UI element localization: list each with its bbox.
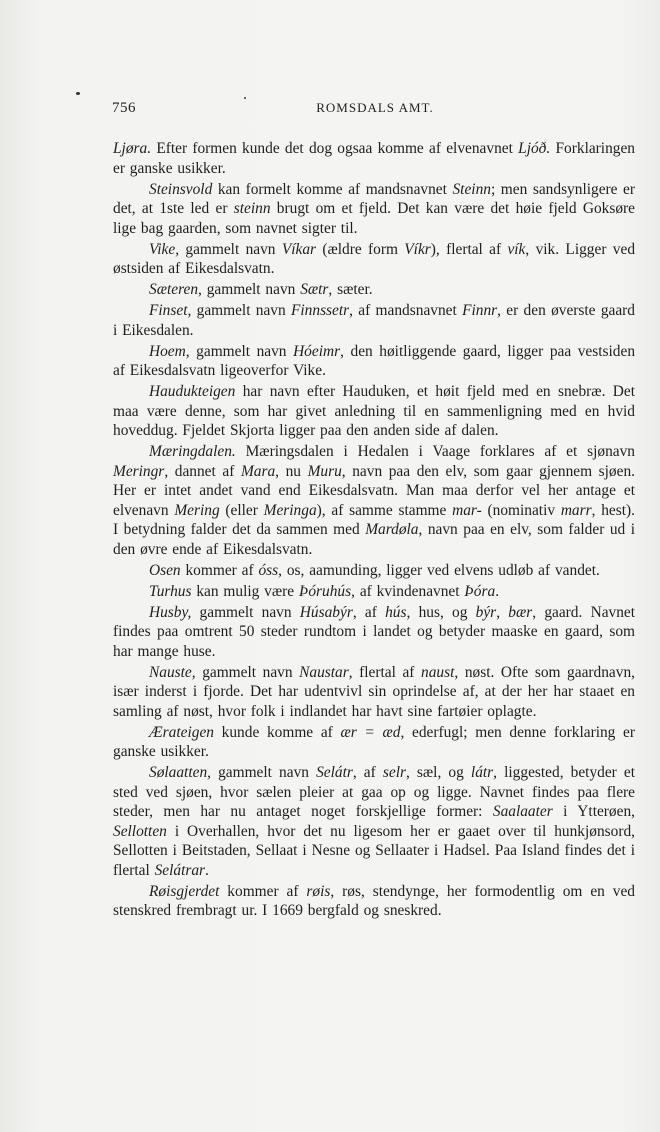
entry-headword: Vike, xyxy=(149,240,180,258)
entry-text: , gaard. Navnet findes paa omtrent 50 steder rundtom i landet og betyder maaske en gaard, som har mange huse. xyxy=(113,603,636,660)
entry-italic-term: Víkar xyxy=(281,240,317,258)
entry-text: gammelt navn xyxy=(201,281,301,298)
entry-headword: Hoem, xyxy=(149,342,190,360)
entry-text: ), flertal af xyxy=(430,240,508,258)
page-number: 756 xyxy=(112,100,136,116)
entry-italic-term: Sellotten xyxy=(113,822,167,840)
entry-text: , hest). I betydning falder det da sammen med xyxy=(113,501,635,538)
entry-text: , af xyxy=(352,603,386,621)
entry-headword: Ljøra. xyxy=(113,140,152,157)
entry-headword: Sæteren, xyxy=(149,281,202,298)
entry-text: gammelt navn xyxy=(195,663,300,681)
entry-text: , os, aamunding, ligger ved elvens udløb af vandet. xyxy=(278,561,600,579)
entry-italic-term: Steinn xyxy=(452,180,491,198)
entry-text: . xyxy=(495,582,500,600)
entry-headword: Finset, xyxy=(149,302,192,319)
entry-italic-term: Þóra xyxy=(464,582,496,600)
entry-italic-term: naust xyxy=(421,663,455,681)
entry-headword: Steinsvold xyxy=(149,180,213,198)
entry-text: kommer af xyxy=(180,561,259,579)
entry-text: gammelt navn xyxy=(191,302,291,319)
entry-text: i Ytterøen, xyxy=(552,803,636,820)
entry-italic-term: Þóruhús xyxy=(298,582,352,600)
entry-italic-term: Muru xyxy=(307,462,342,480)
entry-italic-term: Sætr xyxy=(300,281,329,298)
entry-italic-term: Hóeimr xyxy=(293,342,341,360)
entry-italic-term: bær xyxy=(508,603,533,621)
entry-text: , den høitliggende gaard, ligger paa vestsiden af Eikesdalsvatn ligeoverfor Vike. xyxy=(113,342,636,379)
margin-dot xyxy=(244,97,246,99)
entry-text: har navn efter Hauduken, et høit fjeld med en snebræ. Det maa være denne, som har givet anledning til en sammenligning med en hvid hoveddug. Fjeldet Skjorta ligger paa den anden side af dalen. xyxy=(113,383,635,439)
entry-text: , nøst. Ofte som gaardnavn, især inderst i fjorde. Det har udentvivl sin oprindelse af, at der her har staaet en samling af nøst, hvor folk i indlandet har havt sine fartøier oplagte. xyxy=(113,663,636,720)
entry-text: Forklaringen er ganske usikker. xyxy=(113,140,635,177)
entry-paragraph xyxy=(113,882,635,921)
entry-text: , flertal af xyxy=(348,663,422,681)
entry-text: , røs, stendynge, her formodentlig om en ved stenskred frembragt ur. I 1669 bergfald og sneskred. xyxy=(113,882,635,919)
entry-italic-term: óss xyxy=(258,561,279,579)
entry-paragraph xyxy=(113,442,635,559)
entry-text: gammelt navn xyxy=(189,342,294,360)
entry-paragraph xyxy=(113,180,635,239)
entry-italic-term: røis xyxy=(306,882,331,900)
entry-italic-term: Húsabýr xyxy=(299,603,353,621)
entry-italic-term: ær = æd xyxy=(340,723,401,741)
entry-text: , vik. Ligger ved østsiden af Eikesdalsvatn. xyxy=(113,240,636,277)
entry-text: , xyxy=(496,603,509,621)
entry-headword: Husby, xyxy=(149,603,192,621)
entry-italic-term: Naustar xyxy=(299,663,349,681)
entry-italic-term: Finnssetr xyxy=(291,302,350,319)
entry-text: , sæter. xyxy=(328,281,373,298)
page-body xyxy=(113,139,635,922)
entry-text: gammelt navn xyxy=(179,240,282,258)
entry-text: , af kvindenavnet xyxy=(351,582,465,600)
entry-headword: Røisgjerdet xyxy=(149,882,220,900)
entry-text: kommer af xyxy=(219,882,307,900)
entry-italic-term: hús xyxy=(385,603,407,621)
entry-paragraph xyxy=(113,342,635,381)
entry-paragraph xyxy=(113,382,635,441)
entry-italic-term: Saalaater xyxy=(492,803,553,820)
entry-text: , af xyxy=(352,764,383,781)
entry-text: Mæringsdalen i Hedalen i Vaage forklares af et sjønavn xyxy=(235,443,635,460)
entry-italic-term: býr xyxy=(475,603,497,621)
entry-text: ), af samme stamme xyxy=(316,501,453,519)
entry-italic-term: Mardøla xyxy=(365,521,419,538)
entry-text: . xyxy=(205,861,209,879)
entry-italic-term: Mering xyxy=(174,501,220,519)
entry-paragraph xyxy=(113,763,635,880)
entry-text: , navn paa en elv, som falder ud i den øvre ende af Eikesdalsvatn. xyxy=(113,521,635,558)
entry-paragraph xyxy=(113,139,635,178)
entry-italic-term: Ljóð. xyxy=(518,140,551,157)
entry-text: , liggested, betyder et sted ved sjøen, hvor sælen pleier at gaa op og ligge. Navnet findes paa flere steder, men har nu antaget noget forskjellige former: xyxy=(113,764,636,820)
entry-paragraph xyxy=(113,723,635,762)
entry-text: brugt om et fjeld. Det kan være det høie fjeld Goksøre lige bag gaarden, som navnet sigter til. xyxy=(113,200,635,237)
entry-text: , navn paa den elv, som gaar gjennem sjøen. Her er intet andet vand end Eikesdalsvatn. Man maa derfor vel her antage et elvenavn xyxy=(113,462,636,519)
entry-paragraph xyxy=(113,280,635,300)
entry-headword: Turhus xyxy=(149,582,192,600)
entry-text: , er den øverste gaard i Eikesdalen. xyxy=(113,302,635,339)
entry-paragraph xyxy=(113,240,635,279)
entry-text: , nu xyxy=(275,462,308,480)
entry-text: (eller xyxy=(219,501,264,519)
entry-italic-term: Mara xyxy=(240,462,276,480)
entry-text: kan formelt komme af mandsnavnet xyxy=(212,180,453,198)
entry-italic-term: Víkr xyxy=(404,240,431,258)
entry-italic-term: Finnr xyxy=(462,302,498,319)
entry-text: kan mulig være xyxy=(191,582,299,600)
entry-headword: Nauste, xyxy=(149,663,196,681)
entry-paragraph xyxy=(113,603,635,662)
entry-italic-term: Selátrar xyxy=(154,861,206,879)
entry-text: ; men sandsynligere er det, at 1ste led er xyxy=(113,180,636,217)
running-title: ROMSDALS AMT. xyxy=(316,100,434,115)
entry-paragraph xyxy=(113,582,635,602)
entry-text: , hus, og xyxy=(406,603,476,621)
entry-text: , sæl, og xyxy=(405,764,471,781)
entry-text: , ederfugl; men denne forklaring er ganske usikker. xyxy=(113,723,636,760)
entry-text: , af mandsnavnet xyxy=(349,302,463,319)
entry-paragraph xyxy=(113,561,635,581)
entry-text: i Overhallen, hvor det nu ligesom her er gaaet over til hunkjønsord, Sellotten i Beitstaden, Sellaat i Nesne og Sellaater i Hadsel. Paa Island findes det i flertal xyxy=(113,822,635,879)
entry-italic-term: látr xyxy=(470,764,494,781)
page-header xyxy=(112,100,638,120)
entry-text: , dannet af xyxy=(164,462,241,480)
entry-headword: Mæringdalen. xyxy=(149,443,236,460)
entry-headword: Sølaatten, xyxy=(149,764,211,781)
entry-paragraph xyxy=(113,663,635,722)
entry-text: (ældre form xyxy=(316,240,405,258)
entry-text: gammelt navn xyxy=(210,764,317,781)
entry-headword: Haudukteigen xyxy=(149,383,236,400)
entry-text: Efter formen kunde det dog ogsaa komme af elvenavnet xyxy=(151,140,519,157)
entry-italic-term: steinn xyxy=(233,200,271,217)
entry-italic-term: marr xyxy=(560,501,592,519)
entry-headword: Ærateigen xyxy=(149,723,214,741)
entry-italic-term: Meringr xyxy=(113,462,165,480)
margin-dot xyxy=(76,92,80,95)
entry-paragraph xyxy=(113,301,635,340)
entry-text: gammelt navn xyxy=(191,603,300,621)
entry-italic-term: Selátr xyxy=(316,764,353,781)
entry-italic-term: Meringa xyxy=(263,501,317,519)
entry-text: kunde komme af xyxy=(213,723,341,741)
entry-italic-term: vík xyxy=(507,240,526,258)
entry-italic-term: selr xyxy=(382,764,406,781)
entry-headword: Osen xyxy=(149,561,181,579)
entry-italic-term: mar- xyxy=(452,501,482,519)
entry-text: (nominativ xyxy=(481,501,561,519)
